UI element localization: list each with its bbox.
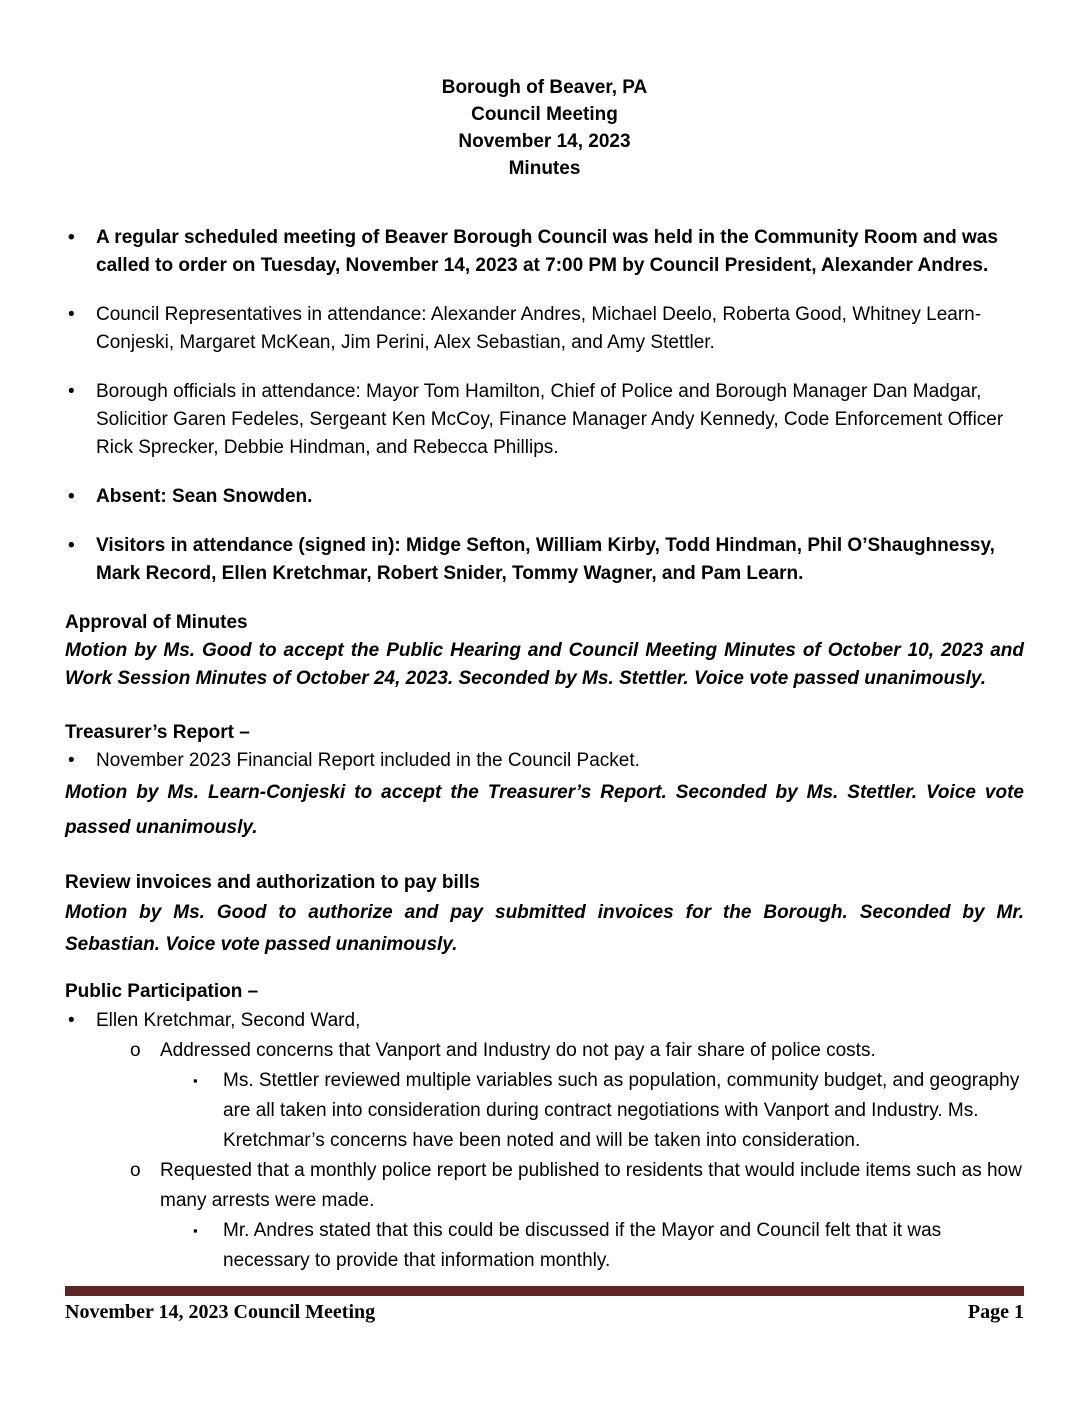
title-line-date: November 14, 2023 (458, 131, 631, 152)
circle-bullet-icon: o (130, 1160, 141, 1181)
list-item-concern-police-costs (65, 1036, 1024, 1066)
approval-of-minutes-heading: Approval of Minutes (65, 612, 248, 633)
bullet-icon: • (68, 227, 75, 248)
document-body (65, 74, 1024, 1276)
footer-page-number: Page 1 (967, 1301, 1024, 1323)
document-title (65, 74, 1024, 182)
invoices-heading: Review invoices and authorization to pay bills (65, 872, 480, 893)
list-item-speaker (65, 1006, 1024, 1036)
bullet-icon: • (68, 381, 75, 402)
list-item-borough-officials (65, 378, 1024, 462)
absent-text: Absent: Sean Snowden. (96, 486, 313, 507)
footer-text-row (65, 1299, 1024, 1325)
list-item-council-representatives (65, 301, 1024, 357)
council-representatives-text: Council Representatives in attendance: Alexander Andres, Michael Deelo, Roberta Good, Whitney Learn-Conjeski, Margaret McKean, Jim Perini, Alex Sebastian, and Amy Stettler. (96, 304, 982, 353)
borough-officials-text: Borough officials in attendance: Mayor Tom Hamilton, Chief of Police and Borough Manager Dan Madgar, Solicitior Garen Fedeles, Sergeant Ken McCoy, Finance Manager Andy Kennedy, Code Enforcement Officer Rick Sprecker, Debbie Hindman, and Rebecca Phillips. (96, 381, 1004, 458)
financial-report-text: November 2023 Financial Report included in the Council Packet. (96, 750, 640, 771)
title-line-minutes: Minutes (508, 158, 581, 179)
list-item-andres-response (65, 1216, 1024, 1276)
title-line-meeting: Council Meeting (471, 104, 618, 125)
approval-of-minutes-motion: Motion by Ms. Good to accept the Public Hearing and Council Meeting Minutes of October 10, 2023 and Work Session Minutes of October 24, 2023. Seconded by Ms. Stettler. Voice vote passed unanimously. (65, 640, 1024, 689)
treasurers-report-motion: Motion by Ms. Learn-Conjeski to accept the Treasurer’s Report. Seconded by Ms. Stettler. Voice vote passed unanimously. (65, 782, 1024, 838)
visitors-text: Visitors in attendance (signed in): Midge Sefton, William Kirby, Todd Hindman, Phil O’Shaughnessy, Mark Record, Ellen Kretchmar, Robert Snider, Tommy Wagner, and Pam Learn. (96, 535, 995, 584)
list-item-absent (65, 483, 1024, 511)
square-bullet-icon: ▪ (193, 1073, 198, 1088)
bullet-icon: • (68, 1010, 75, 1031)
title-line-org: Borough of Beaver, PA (441, 77, 648, 98)
bullet-icon: • (68, 304, 75, 325)
square-bullet-icon: ▪ (193, 1223, 198, 1238)
andres-response-text: Mr. Andres stated that this could be discussed if the Mayor and Council felt that it was necessary to provide that information monthly. (223, 1220, 942, 1271)
stettler-response-text: Ms. Stettler reviewed multiple variables such as population, community budget, and geography are all taken into consideration during contract negotiations with Vanport and Industry. Ms. Kretchmar’s concerns have been noted and will be taken into consideration. (223, 1070, 1020, 1151)
invoices-motion: Motion by Ms. Good to authorize and pay submitted invoices for the Borough. Seconded by Mr. Sebastian. Voice vote passed unanimously. (65, 902, 1024, 955)
list-item-stettler-response (65, 1066, 1024, 1156)
list-item-financial-report (65, 747, 1024, 775)
bullet-icon: • (68, 535, 75, 556)
footer-divider-bar (65, 1286, 1024, 1296)
bullet-icon: • (68, 486, 75, 507)
footer-meeting-label: November 14, 2023 Council Meeting (65, 1301, 376, 1323)
public-participation-heading: Public Participation – (65, 981, 259, 1002)
police-report-request-text: Requested that a monthly police report be published to residents that would include items such as how many arrests were made. (160, 1160, 1022, 1211)
speaker-text: Ellen Kretchmar, Second Ward, (96, 1010, 361, 1031)
circle-bullet-icon: o (130, 1040, 141, 1061)
page-footer (65, 1286, 1024, 1325)
list-item-visitors (65, 532, 1024, 588)
list-item-police-report-request (65, 1156, 1024, 1216)
bullet-icon: • (68, 750, 75, 771)
concern-police-costs-text: Addressed concerns that Vanport and Industry do not pay a fair share of police costs. (160, 1040, 876, 1061)
list-item-meeting-called (65, 224, 1024, 280)
meeting-called-text: A regular scheduled meeting of Beaver Borough Council was held in the Community Room and was called to order on Tuesday, November 14, 2023 at 7:00 PM by Council President, Alexander Andres. (96, 227, 998, 276)
treasurers-report-heading: Treasurer’s Report – (65, 722, 250, 743)
public-participation-section (65, 978, 1024, 1276)
